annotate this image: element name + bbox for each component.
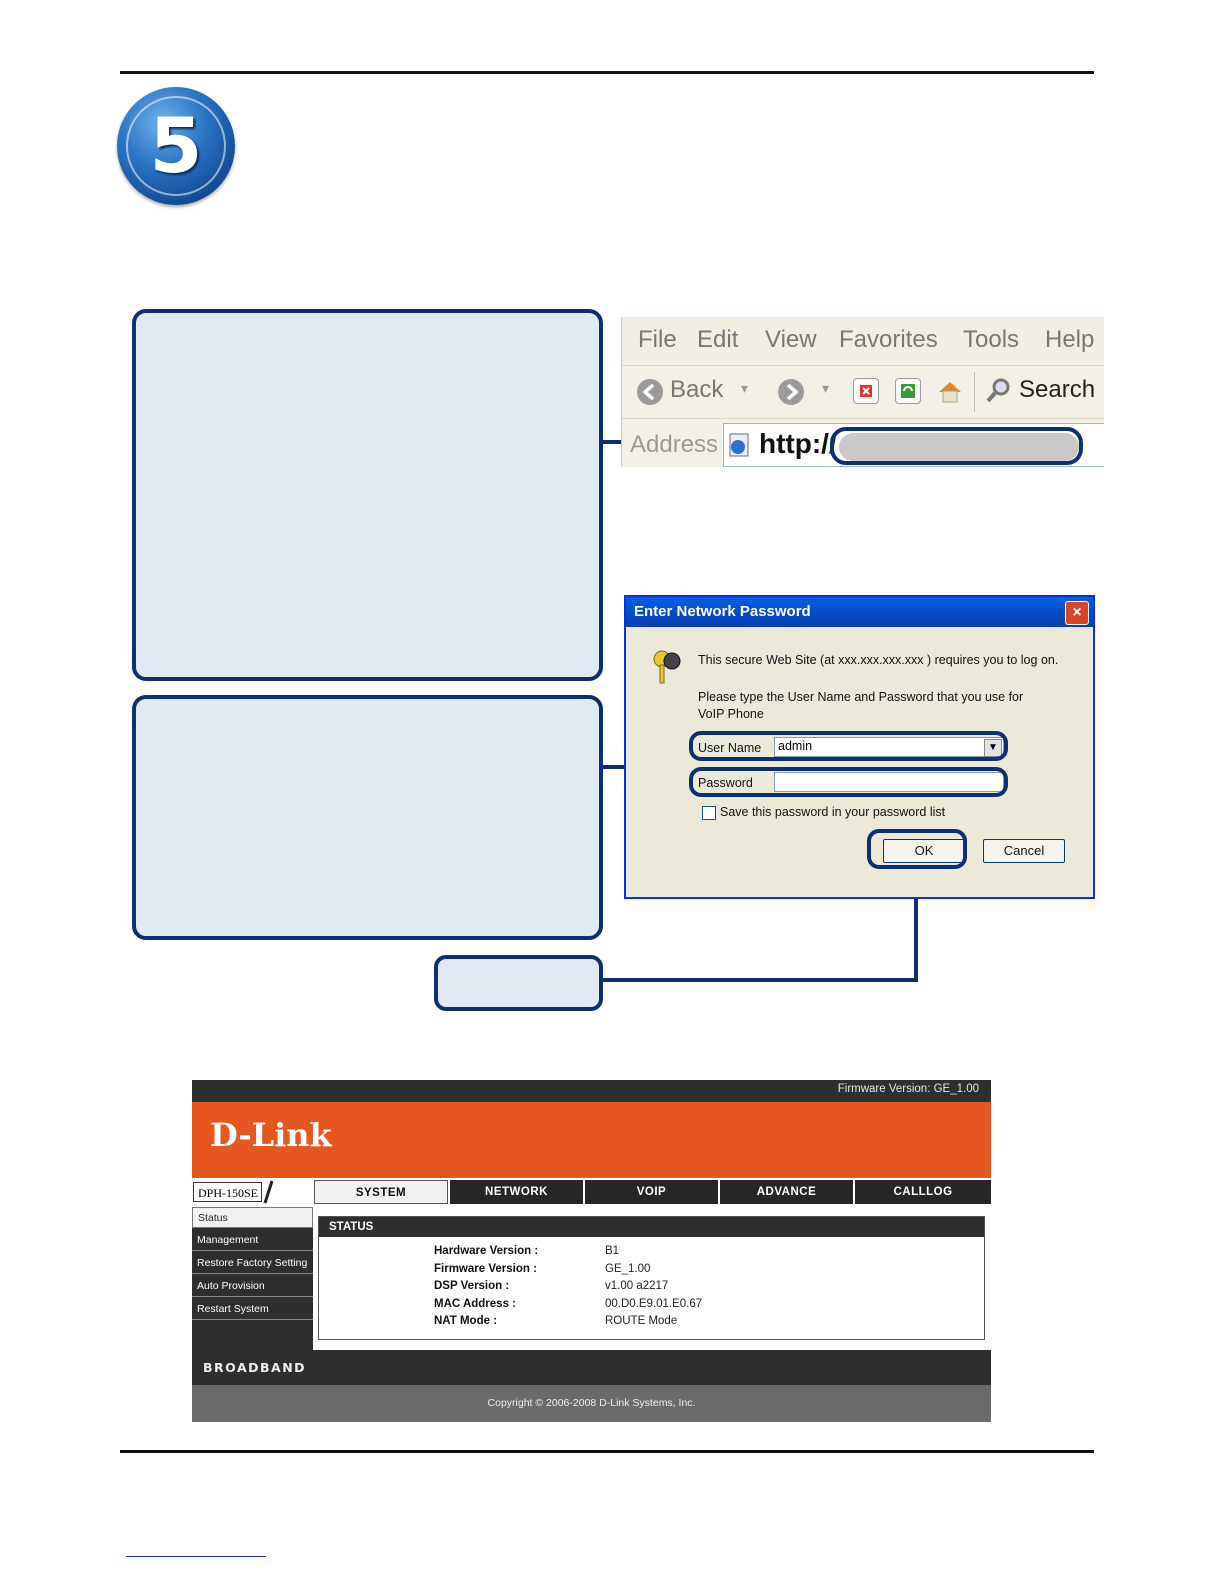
- sidebar-item-restore-factory-setting[interactable]: Restore Factory Setting: [192, 1253, 313, 1274]
- keys-icon: [650, 647, 688, 687]
- model-label: DPH-150SE: [193, 1182, 262, 1202]
- refresh-icon[interactable]: [895, 378, 921, 404]
- username-highlight: [689, 731, 1008, 761]
- menu-help[interactable]: Help: [1045, 326, 1095, 353]
- username-value: admin: [778, 739, 813, 753]
- menu-favorites[interactable]: Favorites: [839, 326, 938, 353]
- tab-advance[interactable]: ADVANCE: [720, 1180, 853, 1204]
- connector-ok-horizontal: [599, 978, 918, 982]
- forward-arrow-icon[interactable]: [778, 379, 804, 405]
- password-highlight: [689, 767, 1008, 797]
- dialog-title-bar: [626, 597, 1093, 627]
- top-rule: [120, 71, 1094, 74]
- dialog-instruction-1: Please type the User Name and Password that you use for: [698, 690, 1024, 704]
- back-dropdown-icon[interactable]: ▾: [741, 380, 749, 396]
- tab-voip[interactable]: VOIP: [585, 1180, 718, 1204]
- firmware-banner: Firmware Version: GE_1.00: [837, 1083, 979, 1095]
- cancel-button[interactable]: Cancel: [983, 839, 1065, 863]
- dlink-web-ui: [192, 1080, 991, 1422]
- save-password-label[interactable]: Save this password in your password list: [720, 805, 946, 819]
- sidebar-item-auto-provision[interactable]: Auto Provision: [192, 1276, 313, 1297]
- ok-button[interactable]: OK: [883, 839, 965, 863]
- status-value: v1.00 a2217: [605, 1280, 669, 1292]
- footer-bar: [192, 1385, 991, 1422]
- page-icon: [726, 431, 754, 459]
- sidebar-item-management[interactable]: Management: [192, 1230, 313, 1251]
- slash-decoration: [262, 1180, 274, 1204]
- dialog-instruction-2: VoIP Phone: [698, 707, 764, 721]
- menu-tools[interactable]: Tools: [963, 326, 1020, 353]
- callout-box-ok: [434, 955, 603, 1011]
- status-value: ROUTE Mode: [605, 1315, 678, 1327]
- status-value: GE_1.00: [605, 1263, 651, 1275]
- back-button-label[interactable]: Back: [670, 376, 724, 403]
- step-number: 5: [149, 101, 203, 190]
- sidebar: [192, 1207, 313, 1350]
- stop-icon[interactable]: [853, 378, 879, 404]
- copyright-text: Copyright © 2006-2008 D-Link Systems, Inc.: [487, 1397, 696, 1409]
- sidebar-item-restart-system[interactable]: Restart System: [192, 1299, 313, 1320]
- status-panel: [318, 1216, 985, 1340]
- step-badge: [117, 87, 235, 205]
- status-key: Hardware Version :: [434, 1245, 539, 1257]
- home-icon[interactable]: [936, 378, 960, 402]
- toolbar-separator: [974, 372, 975, 412]
- bottom-rule: [120, 1450, 1094, 1453]
- dlink-logo: D-Link: [210, 1116, 332, 1154]
- status-key: NAT Mode :: [434, 1315, 498, 1327]
- dialog-title: Enter Network Password: [634, 603, 811, 620]
- username-label: User Name: [698, 741, 762, 755]
- browser-menu-bar: [622, 317, 1104, 366]
- menu-view[interactable]: View: [765, 326, 817, 353]
- callout-box-address: [132, 309, 603, 681]
- status-key: Firmware Version :: [434, 1263, 537, 1275]
- search-icon[interactable]: [984, 376, 1014, 406]
- firmware-banner-bar: [192, 1080, 991, 1102]
- sidebar-item-status[interactable]: Status: [192, 1207, 313, 1228]
- browser-button-bar: [622, 366, 1104, 419]
- broadband-label: BROADBAND: [203, 1360, 307, 1375]
- status-value: B1: [605, 1245, 620, 1257]
- status-panel-title: STATUS: [319, 1217, 984, 1237]
- search-button-label[interactable]: Search: [1019, 376, 1096, 403]
- callout-box-login: [132, 695, 603, 940]
- tab-system[interactable]: SYSTEM: [314, 1180, 448, 1204]
- status-key: MAC Address :: [434, 1298, 516, 1310]
- status-value: 00.D0.E9.01.E0.67: [605, 1298, 703, 1310]
- password-label: Password: [698, 776, 753, 790]
- ok-highlight: [867, 829, 967, 869]
- address-highlight: [830, 427, 1083, 465]
- forward-dropdown-icon[interactable]: ▾: [822, 380, 830, 396]
- tab-calllog[interactable]: CALLLOG: [855, 1180, 991, 1204]
- logo-bar: [192, 1102, 991, 1178]
- menu-edit[interactable]: Edit: [697, 326, 739, 353]
- status-key: DSP Version :: [434, 1280, 510, 1292]
- address-label: Address: [630, 431, 719, 458]
- dialog-message: This secure Web Site (at xxx.xxx.xxx.xxx ) requires you to log on.: [698, 653, 1059, 667]
- save-password-checkbox[interactable]: [702, 806, 716, 820]
- close-icon[interactable]: ×: [1065, 601, 1089, 625]
- broadband-bar: [192, 1350, 991, 1385]
- chevron-down-icon[interactable]: ▼: [984, 739, 1002, 757]
- back-arrow-icon[interactable]: [637, 379, 663, 405]
- footer-link-underline: [126, 1556, 266, 1557]
- top-nav: [192, 1180, 991, 1206]
- address-value[interactable]: http://: [759, 428, 837, 459]
- menu-file[interactable]: File: [638, 326, 677, 353]
- tab-network[interactable]: NETWORK: [450, 1180, 583, 1204]
